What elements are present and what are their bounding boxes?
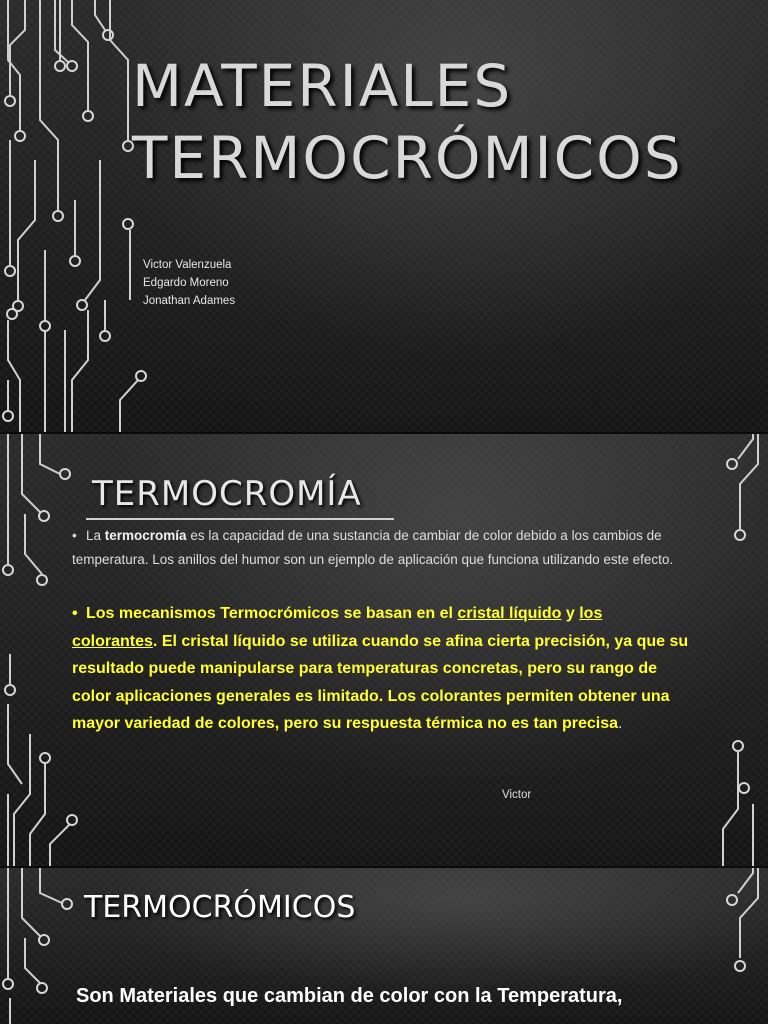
author-name: Victor Valenzuela [143,259,232,271]
slide-title: TERMOCRÓMICOS [84,890,356,925]
bullet-definition [72,524,692,571]
bullet-text: . [618,715,623,732]
slide-title [0,0,768,432]
link-cristal-liquido[interactable]: cristal líquido [457,605,562,622]
title-line-2: TERMOCRÓMICOS [132,124,683,192]
slide-termocromia [0,434,768,866]
bullet-text: . El cristal líquido se utiliza cuando se afina cierta precisión, ya que su resultado puede manipularse para temperaturas concretas, pero su rango de color aplicaciones generales es limitado. Los colorantes permiten obtener una mayor variedad de colores, pero su respuesta térmica no es tan precisa [72,632,689,732]
author-name: Edgardo Moreno [143,277,229,289]
bold-term: termocromía [104,528,187,543]
bullet-text: y [561,605,580,622]
author-name: Jonathan Adames [143,295,236,307]
bullet-text: La [86,528,105,543]
slide-body-text: Son Materiales que cambian de color con la Temperatura, [76,985,623,1007]
slide-termocromicos [0,868,768,1024]
slide-title: TERMOCROMÍA [92,474,362,514]
circuit-decoration-left [0,0,150,432]
author-list [143,256,235,310]
bullet-icon: • [72,605,78,622]
bullet-text: es la capacidad de una sustancia de cambiar de color debido a los cambios de temperatura. Los anillos del humor son un ejemplo de aplicación que funciona utilizando este efecto. [72,528,674,567]
link-los-colorantes[interactable]: los colorantes [72,605,603,650]
bullet-mechanisms [72,600,692,738]
circuit-decoration-right [708,434,768,866]
bullet-icon: • [72,528,77,543]
slide-signer: Victor [502,789,532,801]
presentation-title [132,50,683,194]
bullet-text: Los mecanismos Termocrómicos se basan en el [86,605,458,622]
title-line-1: MATERIALES [132,52,513,120]
title-underline [86,518,394,520]
